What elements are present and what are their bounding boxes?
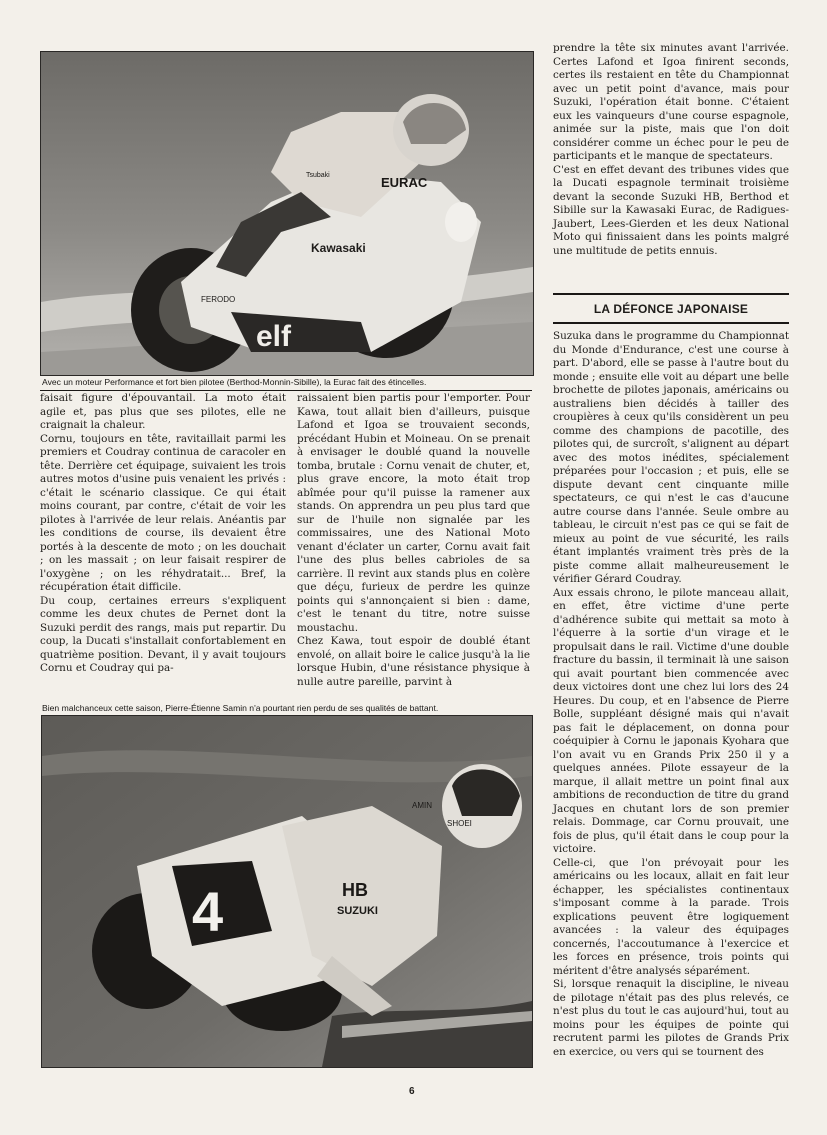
photo-kawasaki-eurac [40,51,534,376]
race-number: 4 [192,880,224,943]
paragraph: Suzuka dans le programme du Championnat du Monde d'Endurance, c'est une course à part. D'abord, elle se passe à l'autre bout du monde ; ensuite elle voit au départ une belle brochette de pilotes japonais, américains ou australiens bien décidés à tailler des croupières à ceux qu'ils considèrent un peu comme des champions de pacotille, des pilotes qui, de surcroît, s'alignent au départ avec des motos inédites, spécialement préparées pour l'occasion ; et puis, elle se dispute devant cent cinquante mille spectateurs, ce qui n'est le cas d'aucune autre course dans l'année. Seule ombre au tableau, le circuit n'est pas ce qui se fait de mieux au point de vue sécurité, les rails étant implantés vraiment très près de la piste comme allait malheureusement le vérifier Gérard Coudray. [553,330,789,585]
paragraph: Aux essais chrono, le pilote manceau allait, en effet, être victime d'une perte d'adhérence subite qui mettait sa moto à l'équerre à la sortie d'un virage et le propulsait dans le rail. Victime d'une double fracture du bassin, il terminait là une saison qui avait pourtant bien commencée avec deux victoires dont une chez lui lors des 24 Heures. Du coup, et en l'absence de Pierre Bolle, suppléant désigné mais qui n'avait pas fait le déplacement, on donna pour coéquipier à Cornu le japonais Kyohara que l'on avait vu en Grands Prix 250 il y a quelques années. Pilote essayeur de la marque, il allait mettre un point final aux ambitions de reconduction de titre du grand Jacques en chutant lors de son premier relais. Dommage, car Cornu prouvait, une fois de plus, qu'il était dans le coup pour la victoire. [553,586,789,855]
photo-caption-top: Avec un moteur Performance et fort bien pilotee (Berthod-Monnin-Sibille), la Eurac fait des étincelles. [42,377,427,387]
paragraph: faisait figure d'épouvantail. La moto était agile et, pas plus que ses pilotes, elle ne craignait la chaleur. [40,392,286,431]
paragraph: C'est en effet devant des tribunes vides que la Ducati espagnole terminait troisième devant la seconde Suzuki HB, Berthod et Sibille sur la Kawasaki Eurac, de Radigues-Jaubert, Lees-Gierden et les deux National Moto qui finissaient dans les points malgré une multitude de petits ennuis. [553,163,789,257]
eurac-logo: EURAC [381,175,428,190]
paragraph: prendre la tête six minutes avant l'arrivée. Certes Lafond et Igoa finirent seconds, certes ils restaient en tête du Championnat avec un petit point d'avance, mais pour Suzuki, l'opération était bonne. C'étaient eux les vainqueurs d'une course espagnole, animée sur la piste, mais que l'on doit considérer comme un échec pour le peu de participants et le manque de spectateurs. [553,42,789,162]
article-column-3-bottom [553,330,789,1059]
motorcycle-racer-photo [41,52,533,375]
ferodo-logo: FERODO [201,295,236,304]
paragraph: Chez Kawa, tout espoir de doublé étant envolé, on allait boire le calice jusqu'à la lie lorsque Hubin, d'une résistance physique à nulle autre pareille, parvint à [297,635,530,688]
paragraph: Cornu, toujours en tête, ravitaillait parmi les premiers et Coudray continua de caracoler en tête. Derrière cet équipage, suivaient les trois autres motos d'usine puis venaient les privés : c'était le scénario classique. Ce qui était moins courant, par contre, c'était de voir les pilotes à l'arrivée de leur relais. Anéantis par les conditions de course, ils devaient être portés à la descente de moto ; on les douchait ; on les massait ; on leur faisait respirer de l'oxygène ; on les réhydratait... Bref, la récupération était difficile. [40,432,286,593]
heading-rule-bottom [553,322,789,324]
elf-logo: elf [256,320,292,353]
article-column-3-top [553,42,789,258]
paragraph: raissaient bien partis pour l'emporter. Pour Kawa, tout allait bien d'ailleurs, puisque Lafond et Igoa se trouvaient seconds, précédant Hubin et Moineau. On se prenait à envisager le doublé quand la nouvelle tomba, brutale : Cornu venait de chuter, et, plus grave encore, la moto était trop abîmée pour qu'il puisse la ramener aux stands. On apprendra un peu plus tard que sur de l'huile non signalée par les commissaires, une des National Moto venant d'éclater un carter, Cornu avait fait l'une des plus belles cabrioles de sa carrière. Il revint aux stands plus en colère que déçu, furieux de perdre les quinze points qui s'annonçaient si bien : dame, c'est le tenant du titre, notre suisse moustachu. [297,392,530,634]
paragraph: Du coup, certaines erreurs s'expliquent comme les deux chutes de Pernet dont la Suzuki perdit des rangs, mais put repartir. Du coup, la Ducati s'installait confortablement en quatrième position. Devant, il y avait toujours Cornu et Coudray qui pa- [40,594,286,674]
page-number: 6 [409,1086,415,1097]
hb-logo: HB [342,880,368,900]
article-column-1 [40,392,286,676]
heading-rule-top [553,293,789,295]
paragraph: Si, lorsque renaquit la discipline, le niveau de pilotage n'était pas des plus relevés, ce n'est plus du tout le cas aujourd'hui, tout au moins pour les équipes de pointe qui recrutent parmi les pilotes de Grands Prix en exercice, ou vers qui se tournent des [553,978,789,1058]
photo-caption-bottom: Bien malchanceux cette saison, Pierre-Étienne Samin n'a pourtant rien perdu de ses qualités de battant. [42,703,439,713]
caption-rule-top [40,390,532,391]
suzuki-logo: SUZUKI [337,905,378,917]
paragraph: Celle-ci, que l'on prévoyait pour les américains ou les locaux, allait en fait leur échapper, les spécialistes continentaux s'imposant comme à la parade. Trois explications peuvent être logiquement avancées : la valeur des équipages concernés, l'accoutumance à l'exercice et les forces en présence, trois points qui méritent d'être analysés séparément. [553,856,789,977]
photo-suzuki-samin [41,715,533,1068]
article-column-2 [297,392,530,689]
kawasaki-logo: Kawasaki [311,241,366,255]
tsubaki-logo: Tsubaki [306,172,330,179]
shoei-logo: SHOEI [447,819,472,828]
helmet-name: AMIN [412,801,432,810]
motorcycle-racer-photo [42,716,532,1067]
section-heading: LA DÉFONCE JAPONAISE [593,302,749,316]
